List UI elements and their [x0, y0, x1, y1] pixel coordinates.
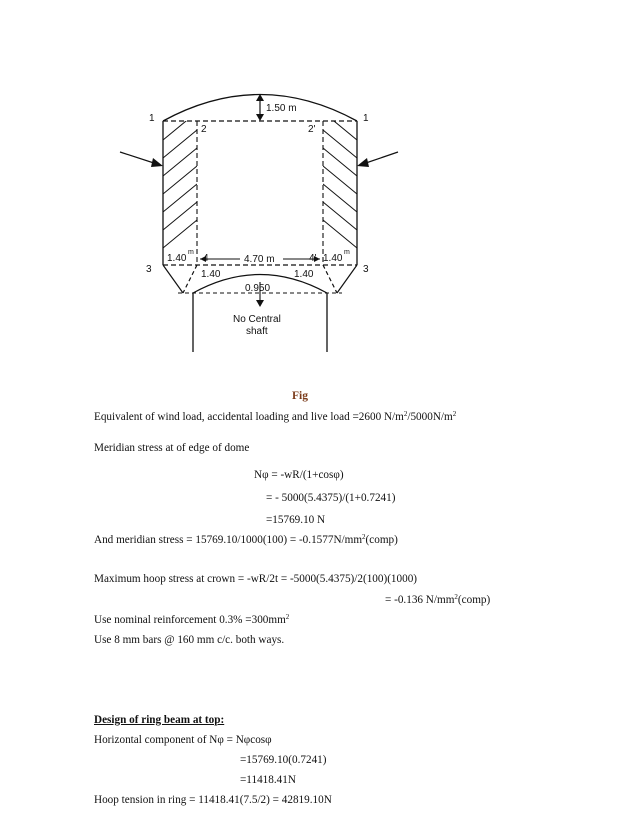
bars-line: Use 8 mm bars @ 160 mm c/c. both ways.	[94, 634, 285, 646]
right-wind-arrow	[357, 158, 369, 167]
label-left-bottom: 1.40	[201, 269, 221, 280]
label-shaft-line2: shaft	[246, 326, 268, 337]
right-wall-hatching	[323, 112, 357, 248]
label-p4p: 4'	[309, 253, 317, 264]
equation-2: = - 5000(5.4375)/(1+0.7241)	[266, 492, 396, 504]
label-width: 4.70 m	[244, 254, 275, 265]
label-bottom-dome-rise: 0.950	[245, 283, 271, 294]
label-right-bottom: 1.40	[294, 269, 314, 280]
hoop-stress-line: Maximum hoop stress at crown = -wR/2t = -5000(5.4375)/2(100)(1000)	[94, 573, 418, 585]
wind-load-line: Equivalent of wind load, accidental loading and live load =2600 $N/m^2/5000N/m^2$	[94, 410, 457, 423]
label-right-height: 1.40	[323, 253, 343, 264]
left-wind-arrow	[151, 158, 163, 167]
left-wall-hatching	[163, 112, 197, 248]
label-p1-left: 1	[149, 113, 155, 124]
label-left-height: 1.40	[167, 253, 187, 264]
label-p1-right: 1	[363, 113, 369, 124]
label-p3-left: 3	[146, 264, 152, 275]
label-p2: 2	[201, 124, 207, 135]
equation-3: =15769.10 N	[266, 514, 326, 526]
hoop-stress-result: = -0.136 $N/mm^2(comp)$	[385, 593, 491, 606]
label-p4: 4	[203, 253, 209, 264]
meridian-stress-heading: Meridian stress at of edge of dome	[94, 442, 250, 454]
label-p2p: 2'	[308, 124, 316, 135]
label-shaft-line1: No Central	[233, 314, 281, 325]
label-top-height: 1.50 m	[266, 103, 297, 114]
equation-4: =15769.10(0.7241)	[240, 754, 327, 766]
label-right-height-unit: m	[344, 249, 350, 256]
nominal-reinforcement-line: Use nominal reinforcement $0.3\% =300mm^2$	[94, 613, 290, 626]
equation-1: Nφ = -wR/(1+cosφ)	[254, 469, 344, 481]
hoop-tension-line: Hoop tension in ring = 11418.41(7.5/2) = 42819.10N	[94, 794, 332, 806]
figure-caption: Fig	[292, 390, 308, 402]
tank-section-figure	[0, 0, 638, 380]
meridian-stress-result: And meridian stress = $15769.10/1000(100) = -0.1577N/mm^2(comp)$	[94, 533, 398, 546]
ring-beam-heading: Design of ring beam at top:	[94, 714, 225, 726]
horizontal-component-line: Horizontal component of Nφ = Nφcosφ	[94, 734, 272, 746]
equation-5: =11418.41N	[240, 774, 296, 786]
label-p3-right: 3	[363, 264, 369, 275]
label-left-height-unit: m	[188, 249, 194, 256]
